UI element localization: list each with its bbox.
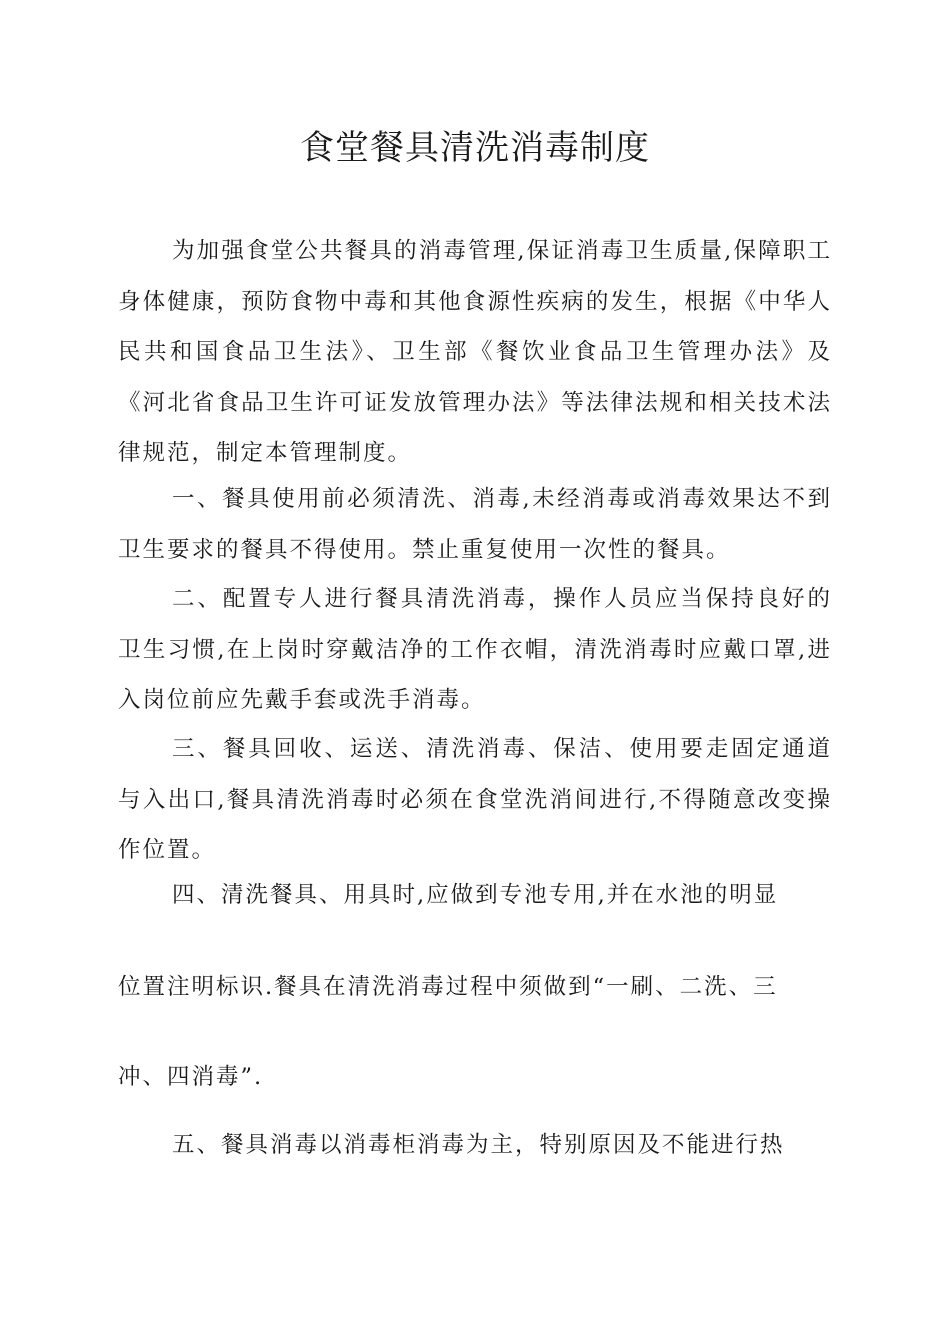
rule-item-2: 二、配置专人进行餐具清洗消毒，操作人员应当保持良好的卫生习惯,在上岗时穿戴洁净的工作衣帽，清洗消毒时应戴口罩,进入岗位前应先戴手套或洗手消毒。 — [118, 586, 832, 713]
rule-item-4-line-2: 位置注明标识.餐具在清洗消毒过程中须做到“一刷、二洗、三 — [118, 974, 778, 1000]
rule-item-3: 三、餐具回收、运送、清洗消毒、保洁、使用要走固定通道与入出口,餐具清洗消毒时必须在食堂洗消间进行,不得随意改变操作位置。 — [118, 736, 832, 863]
document-title: 食堂餐具清洗消毒制度 — [300, 128, 650, 168]
rule-item-1: 一、餐具使用前必须清洗、消毒,未经消毒或消毒效果达不到卫生要求的餐具不得使用。禁止重复使用一次性的餐具。 — [118, 486, 832, 563]
rule-item-4-line-3: 冲、四消毒”. — [118, 1064, 264, 1090]
intro-paragraph: 为加强食堂公共餐具的消毒管理,保证消毒卫生质量,保障职工身体健康，预防食物中毒和其他食源性疾病的发生，根据《中华人民共和国食品卫生法》、卫生部《餐饮业食品卫生管理办法》及《河北省食品卫生许可证发放管理办法》等法律法规和相关技术法律规范，制定本管理制度。 — [118, 238, 832, 466]
rule-item-4-line-1: 四、清洗餐具、用具时,应做到专池专用,并在水池的明显 — [172, 882, 779, 908]
rule-item-5-line-1: 五、餐具消毒以消毒柜消毒为主，特别原因及不能进行热 — [172, 1132, 785, 1158]
